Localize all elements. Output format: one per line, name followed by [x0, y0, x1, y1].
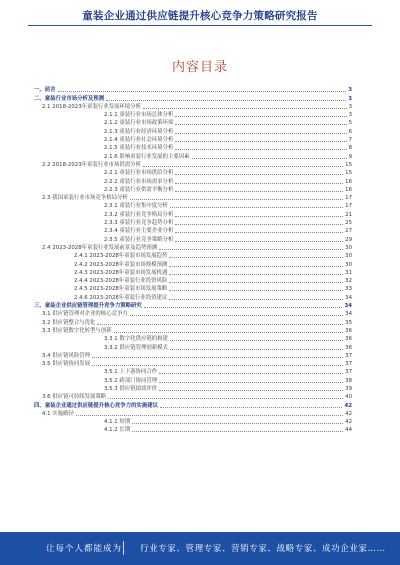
- toc-entry[interactable]: [34, 244, 352, 252]
- report-title: 童装企业通过供应链提升核心竞争力策略研究报告: [82, 10, 318, 22]
- toc-entry[interactable]: [34, 86, 352, 94]
- toc-entry-page: 34: [345, 311, 352, 318]
- toc-entry[interactable]: [34, 376, 352, 384]
- toc-leader-dots: [114, 332, 344, 333]
- toc-entry[interactable]: [34, 352, 352, 360]
- toc-leader-dots: [169, 282, 343, 283]
- toc-entry-page: 3: [348, 95, 352, 102]
- toc-leader-dots: [170, 207, 343, 208]
- toc-entry-page: 17: [345, 195, 352, 202]
- toc-entry-label: 4.1.1 短期: [104, 419, 131, 426]
- toc-entry[interactable]: [34, 94, 352, 102]
- toc-entry-page: 35: [345, 319, 352, 326]
- toc-leader-dots: [175, 224, 343, 225]
- toc-leader-dots: [175, 124, 346, 125]
- toc-entry-label: 3.6 供应链可持续发展策略: [42, 394, 107, 401]
- toc-entry-page: 37: [345, 361, 352, 368]
- toc-entry[interactable]: [34, 277, 352, 285]
- toc-entry-page: 42: [344, 402, 352, 409]
- toc-entry[interactable]: [34, 119, 352, 127]
- toc-entry[interactable]: [34, 269, 352, 277]
- toc-entry-label: 3.5.2 跨部门协同管理: [104, 377, 158, 384]
- toc-entry-page: 25: [345, 220, 352, 227]
- toc-entry-page: 15: [345, 161, 352, 168]
- toc-entry-page: 16: [345, 178, 352, 185]
- toc-entry-label: 2.2 2018-2023年童装行业市场供需分析: [42, 161, 141, 168]
- toc-entry-page: 3: [348, 103, 352, 110]
- toc-leader-dots: [143, 166, 343, 167]
- toc-entry-page: 21: [345, 211, 352, 218]
- table-of-contents: [34, 86, 352, 434]
- toc-entry-label: 四、童装企业通过供应链提升核心竞争力的实施建议: [34, 402, 158, 409]
- toc-entry-label: 4.1 实施路径: [42, 410, 74, 417]
- toc-entry-label: 2.3.3 童装行业竞争趋势分析: [104, 220, 174, 227]
- toc-entry-label: 3.5.3 供应链绩效评价: [104, 385, 158, 392]
- toc-entry[interactable]: [34, 210, 352, 218]
- toc-entry-label: 2.1.2 童装行业市场政策环境: [104, 120, 174, 127]
- toc-entry-label: 2.4.2 2023-2028年童装市场规模预测: [74, 261, 168, 268]
- toc-entry-page: 17: [345, 203, 352, 210]
- toc-entry[interactable]: [34, 252, 352, 260]
- toc-entry[interactable]: [34, 127, 352, 135]
- toc-leader-dots: [175, 133, 346, 134]
- toc-entry-page: 33: [345, 286, 352, 293]
- toc-leader-dots: [130, 315, 343, 316]
- toc-leader-dots: [169, 257, 343, 258]
- toc-entry[interactable]: [34, 169, 352, 177]
- footer-divider: [123, 541, 124, 555]
- toc-entry-label: 2.3.1 童装行业集中度分析: [104, 203, 168, 210]
- toc-entry-label: 2.1.5 童装行业技术环境分析: [104, 145, 174, 152]
- footer-tags: 行业专家、管理专家、营销专家、战略专家、成功企业家……: [140, 544, 386, 554]
- toc-entry-page: 30: [345, 253, 352, 260]
- toc-entry-page: 30: [345, 261, 352, 268]
- toc-entry-label: 2.2.3 童装行业供需平衡分析: [104, 186, 174, 193]
- toc-leader-dots: [169, 299, 343, 300]
- toc-entry-label: 2.4.3 2023-2028年童装市场发展机遇: [74, 269, 168, 276]
- toc-entry[interactable]: [34, 285, 352, 293]
- toc-entry-page: 16: [345, 186, 352, 193]
- toc-entry[interactable]: [34, 293, 352, 301]
- toc-entry[interactable]: [34, 410, 352, 418]
- toc-entry-page: 3: [348, 87, 352, 94]
- toc-entry-label: 2.3.2 童装行业竞争格局分析: [104, 211, 174, 218]
- toc-entry-page: 31: [345, 269, 352, 276]
- toc-entry[interactable]: [34, 235, 352, 243]
- toc-entry[interactable]: [34, 161, 352, 169]
- toc-entry-label: 2.4.5 2023-2028年童装市场发展策略: [74, 286, 168, 293]
- footer-banner: [0, 532, 400, 565]
- toc-entry[interactable]: [34, 103, 352, 111]
- toc-entry[interactable]: [34, 335, 352, 343]
- toc-leader-dots: [175, 174, 343, 175]
- toc-entry-label: 2.3 我国童装行业市场竞争格局分析: [42, 195, 128, 202]
- toc-leader-dots: [170, 349, 343, 350]
- toc-leader-dots: [76, 415, 343, 416]
- toc-entry[interactable]: [34, 177, 352, 185]
- toc-entry[interactable]: [34, 136, 352, 144]
- toc-leader-dots: [143, 108, 347, 109]
- toc-entry-label: 2.1.1 童装行业市场总体分析: [104, 112, 174, 119]
- report-header: [0, 0, 400, 30]
- toc-entry-page: 36: [345, 344, 352, 351]
- toc-entry[interactable]: [34, 202, 352, 210]
- toc-entry-page: 37: [345, 369, 352, 376]
- toc-entry-page: 3: [348, 112, 352, 119]
- toc-leader-dots: [192, 158, 347, 159]
- toc-entry-label: 3.5 供应链协同发展: [42, 361, 91, 368]
- toc-entry[interactable]: [34, 418, 352, 426]
- toc-leader-dots: [160, 407, 342, 408]
- toc-leader-dots: [132, 423, 343, 424]
- toc-entry[interactable]: [34, 343, 352, 351]
- toc-entry-page: 29: [345, 236, 352, 243]
- toc-entry[interactable]: [34, 426, 352, 434]
- toc-entry-page: 34: [345, 294, 352, 301]
- toc-leader-dots: [159, 249, 343, 250]
- toc-entry[interactable]: [34, 401, 352, 409]
- toc-entry-label: 3.2 供应链整合与优化: [42, 319, 96, 326]
- toc-entry[interactable]: [34, 152, 352, 160]
- header-divider: [28, 25, 372, 26]
- toc-entry-label: 2.3.4 童装行业主要企业分析: [104, 228, 174, 235]
- toc-entry-page: 5: [348, 120, 352, 127]
- toc-entry-page: 32: [345, 278, 352, 285]
- toc-leader-dots: [169, 274, 343, 275]
- toc-entry-page: 6: [348, 128, 352, 135]
- toc-entry[interactable]: [34, 327, 352, 335]
- toc-entry[interactable]: [34, 318, 352, 326]
- toc-entry[interactable]: [34, 260, 352, 268]
- toc-entry-label: 2.1 2018-2023年童装行业发展环境分析: [42, 103, 141, 110]
- toc-entry-label: 3.4 供应链风险管理: [42, 352, 91, 359]
- toc-entry-page: 27: [345, 228, 352, 235]
- toc-entry-label: 2.1.6 影响童装行业发展的主要因素: [104, 153, 190, 160]
- toc-leader-dots: [175, 241, 343, 242]
- toc-entry-page: 40: [345, 394, 352, 401]
- toc-leader-dots: [58, 91, 347, 92]
- toc-entry[interactable]: [34, 368, 352, 376]
- toc-entry-page: 39: [345, 385, 352, 392]
- toc-entry-label: 2.3.5 童装行业竞争策略分析: [104, 236, 174, 243]
- toc-leader-dots: [169, 266, 343, 267]
- toc-heading: 内容目录: [171, 60, 228, 75]
- toc-leader-dots: [175, 232, 343, 233]
- toc-entry-page: 9: [348, 153, 352, 160]
- footer-slogan: 让每个人都能成为: [46, 544, 123, 554]
- toc-leader-dots: [130, 199, 343, 200]
- toc-leader-dots: [132, 431, 343, 432]
- toc-entry-label: 2.1.3 童装行业经济环境分析: [104, 128, 174, 135]
- toc-entry[interactable]: [34, 302, 352, 310]
- toc-entry-label: 2.2.1 童装行业市场供给分析: [104, 170, 174, 177]
- toc-entry-label: 4.1.2 长期: [104, 427, 131, 434]
- toc-entry-label: 2.1.4 童装行业社会环境分析: [104, 137, 174, 144]
- toc-leader-dots: [175, 183, 343, 184]
- toc-leader-dots: [175, 149, 346, 150]
- toc-entry-page: 34: [344, 303, 352, 310]
- toc-entry[interactable]: [34, 360, 352, 368]
- toc-entry[interactable]: [34, 194, 352, 202]
- toc-leader-dots: [108, 398, 343, 399]
- toc-leader-dots: [175, 116, 346, 117]
- toc-entry-page: 44: [345, 427, 352, 434]
- toc-entry[interactable]: [34, 219, 352, 227]
- toc-entry-page: 30: [345, 244, 352, 251]
- toc-entry-label: 2.4.4 2023-2028年童装行业投资风险: [74, 278, 168, 285]
- toc-leader-dots: [169, 290, 343, 291]
- toc-entry-page: 7: [348, 137, 352, 144]
- toc-entry[interactable]: [34, 186, 352, 194]
- toc-entry[interactable]: [34, 111, 352, 119]
- toc-entry-label: 2.2.2 童装行业市场需求分析: [104, 178, 174, 185]
- toc-entry-label: 3.3.1 数字化供应链的构建: [104, 336, 168, 343]
- toc-leader-dots: [106, 100, 346, 101]
- toc-leader-dots: [159, 382, 343, 383]
- toc-leader-dots: [175, 141, 346, 142]
- toc-entry[interactable]: [34, 144, 352, 152]
- toc-leader-dots: [175, 191, 343, 192]
- toc-entry-label: 3.5.1 上下游协同合作: [104, 369, 158, 376]
- toc-leader-dots: [170, 340, 343, 341]
- toc-entry[interactable]: [34, 385, 352, 393]
- toc-leader-dots: [159, 373, 343, 374]
- toc-leader-dots: [175, 216, 343, 217]
- toc-entry-label: 二、童装行业市场分析及预测: [34, 95, 105, 102]
- toc-entry-page: 37: [345, 352, 352, 359]
- toc-leader-dots: [97, 324, 343, 325]
- toc-entry-label: 2.4 2023-2028年童装行业发展前景及趋势预测: [42, 244, 158, 251]
- toc-entry-page: 36: [345, 327, 352, 334]
- toc-entry-label: 一、前言: [34, 87, 56, 94]
- toc-entry-page: 42: [345, 410, 352, 417]
- toc-entry-page: 8: [348, 145, 352, 152]
- toc-entry-label: 2.4.6 2023-2028年童装行业投资建议: [74, 294, 168, 301]
- toc-entry-label: 三、童装企业供应链管理提升竞争力策略研究: [34, 303, 142, 310]
- toc-entry-page: 36: [345, 336, 352, 343]
- toc-leader-dots: [144, 307, 343, 308]
- toc-entry-label: 3.3.2 供应链管理创新模式: [104, 344, 168, 351]
- toc-entry[interactable]: [34, 227, 352, 235]
- toc-entry-label: 3.3 供应链数字化转型与创新: [42, 327, 112, 334]
- toc-leader-dots: [92, 357, 343, 358]
- toc-entry[interactable]: [34, 393, 352, 401]
- toc-entry-page: 38: [345, 377, 352, 384]
- toc-leader-dots: [92, 365, 343, 366]
- toc-entry-label: 3.1 供应链管理对企业的核心竞争力: [42, 311, 128, 318]
- toc-entry[interactable]: [34, 310, 352, 318]
- toc-entry-label: 2.4.1 2023-2028年童装市场发展趋势: [74, 253, 168, 260]
- toc-entry-page: 15: [345, 170, 352, 177]
- toc-leader-dots: [159, 390, 343, 391]
- toc-entry-page: 42: [345, 419, 352, 426]
